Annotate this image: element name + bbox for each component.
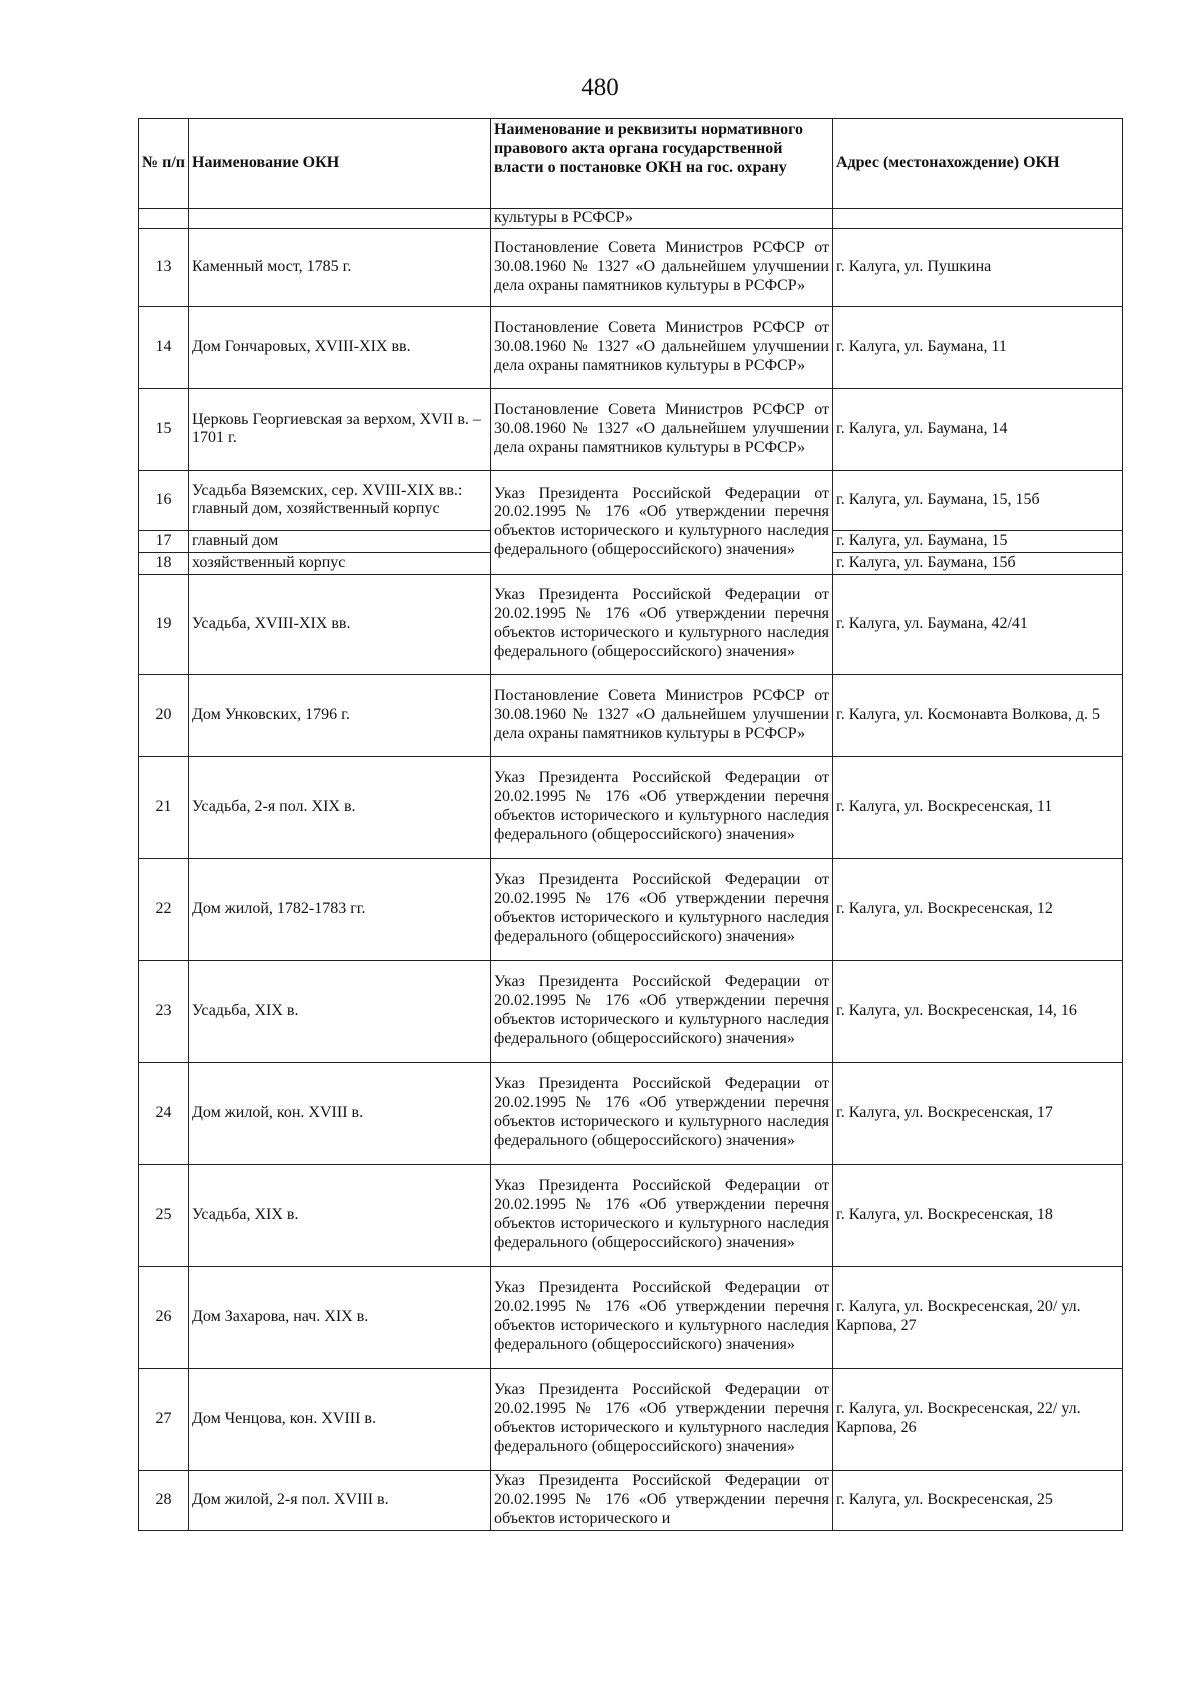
- table-row: [139, 858, 1123, 960]
- row-number: 16: [139, 470, 189, 530]
- object-address: г. Калуга, ул. Воскресенская, 22/ ул. Карпова, 26: [833, 1368, 1123, 1470]
- row-number: 26: [139, 1266, 189, 1368]
- row-number: 25: [139, 1164, 189, 1266]
- object-name: Усадьба Вяземских, сер. XVIII-XIX вв.: главный дом, хозяйственный корпус: [189, 470, 491, 530]
- legal-act: Указ Президента Российской Федерации от 20.02.1995 № 176 «Об утверждении перечня объектов исторического и культурного наследия федерального (общероссийского) значения»: [491, 1368, 833, 1470]
- object-address: г. Калуга, ул. Баумана, 14: [833, 388, 1123, 470]
- row-number: 23: [139, 960, 189, 1062]
- object-name: Дом жилой, кон. XVIII в.: [189, 1062, 491, 1164]
- row-number: 15: [139, 388, 189, 470]
- table-row: [139, 574, 1123, 674]
- object-address: г. Калуга, ул. Баумана, 11: [833, 306, 1123, 388]
- legal-act: Указ Президента Российской Федерации от 20.02.1995 № 176 «Об утверждении перечня объектов исторического и культурного наследия федерального (общероссийского) значения»: [491, 960, 833, 1062]
- row-number: 24: [139, 1062, 189, 1164]
- row-number: 18: [139, 552, 189, 574]
- object-name: Дом жилой, 2-я пол. XVIII в.: [189, 1470, 491, 1530]
- legal-act: Указ Президента Российской Федерации от 20.02.1995 № 176 «Об утверждении перечня объектов исторического и культурного наследия федерального (общероссийского) значения»: [491, 1062, 833, 1164]
- legal-act: Постановление Совета Министров РСФСР от 30.08.1960 № 1327 «О дальнейшем улучшении дела охраны памятников культуры в РСФСР»: [491, 388, 833, 470]
- okn-table-body: [139, 119, 1123, 1531]
- table-row: [139, 228, 1123, 306]
- table-row: [139, 1368, 1123, 1470]
- header-num: № п/п: [139, 119, 189, 209]
- row-number: 13: [139, 228, 189, 306]
- table-row: [139, 960, 1123, 1062]
- row-number: 19: [139, 574, 189, 674]
- legal-act: Указ Президента Российской Федерации от 20.02.1995 № 176 «Об утверждении перечня объектов исторического и культурного наследия федерального (общероссийского) значения»: [491, 470, 833, 574]
- page-number: 480: [581, 74, 619, 101]
- object-address: г. Калуга, ул. Воскресенская, 18: [833, 1164, 1123, 1266]
- object-address: г. Калуга, ул. Воскресенская, 12: [833, 858, 1123, 960]
- row-number: 20: [139, 674, 189, 756]
- table-row: [139, 1470, 1123, 1530]
- object-name: Дом Унковских, 1796 г.: [189, 674, 491, 756]
- object-address: г. Калуга, ул. Воскресенская, 25: [833, 1470, 1123, 1530]
- row-number: 22: [139, 858, 189, 960]
- table-row: [139, 388, 1123, 470]
- row-number: 28: [139, 1470, 189, 1530]
- table-row: [139, 306, 1123, 388]
- object-address: г. Калуга, ул. Баумана, 15: [833, 530, 1123, 552]
- header-act: Наименование и реквизиты нормативного правового акта органа государственной власти о постановке ОКН на гос. охрану: [491, 119, 833, 209]
- object-address: г. Калуга, ул. Космонавта Волкова, д. 5: [833, 674, 1123, 756]
- object-address: г. Калуга, ул. Воскресенская, 14, 16: [833, 960, 1123, 1062]
- continuation-act-cell: культуры в РСФСР»: [491, 209, 833, 229]
- header-name: Наименование ОКН: [189, 119, 491, 209]
- object-name: Усадьба, XIX в.: [189, 960, 491, 1062]
- object-name: Каменный мост, 1785 г.: [189, 228, 491, 306]
- object-address: г. Калуга, ул. Воскресенская, 11: [833, 756, 1123, 858]
- row-number: 21: [139, 756, 189, 858]
- object-name: Дом Захарова, нач. XIX в.: [189, 1266, 491, 1368]
- object-address: г. Калуга, ул. Воскресенская, 20/ ул. Карпова, 27: [833, 1266, 1123, 1368]
- legal-act: Указ Президента Российской Федерации от 20.02.1995 № 176 «Об утверждении перечня объектов исторического и культурного наследия федерального (общероссийского) значения»: [491, 1164, 833, 1266]
- object-address: г. Калуга, ул. Баумана, 15, 15б: [833, 470, 1123, 530]
- continuation-row: [139, 209, 1123, 229]
- object-name: Дом жилой, 1782-1783 гг.: [189, 858, 491, 960]
- row-number: 14: [139, 306, 189, 388]
- legal-act: Указ Президента Российской Федерации от 20.02.1995 № 176 «Об утверждении перечня объектов исторического и культурного наследия федерального (общероссийского) значения»: [491, 756, 833, 858]
- table-row: [139, 470, 1123, 530]
- object-address: г. Калуга, ул. Воскресенская, 17: [833, 1062, 1123, 1164]
- object-name: Дом Гончаровых, XVIII-XIX вв.: [189, 306, 491, 388]
- legal-act: Постановление Совета Министров РСФСР от 30.08.1960 № 1327 «О дальнейшем улучшении дела охраны памятников культуры в РСФСР»: [491, 306, 833, 388]
- object-name: Усадьба, XIX в.: [189, 1164, 491, 1266]
- object-name: Усадьба, 2-я пол. XIX в.: [189, 756, 491, 858]
- object-name: Дом Ченцова, кон. XVIII в.: [189, 1368, 491, 1470]
- legal-act: Указ Президента Российской Федерации от 20.02.1995 № 176 «Об утверждении перечня объектов исторического и: [491, 1470, 833, 1530]
- object-name: хозяйственный корпус: [189, 552, 491, 574]
- okn-table: [138, 118, 1123, 1531]
- legal-act: Указ Президента Российской Федерации от 20.02.1995 № 176 «Об утверждении перечня объектов исторического и культурного наследия федерального (общероссийского) значения»: [491, 1266, 833, 1368]
- object-name: Церковь Георгиевская за верхом, XVII в. – 1701 г.: [189, 388, 491, 470]
- continuation-name-cell: [189, 209, 491, 229]
- object-address: г. Калуга, ул. Баумана, 15б: [833, 552, 1123, 574]
- object-name: Усадьба, XVIII-XIX вв.: [189, 574, 491, 674]
- row-number: 27: [139, 1368, 189, 1470]
- legal-act: Указ Президента Российской Федерации от 20.02.1995 № 176 «Об утверждении перечня объектов исторического и культурного наследия федерального (общероссийского) значения»: [491, 858, 833, 960]
- continuation-address-cell: [833, 209, 1123, 229]
- object-address: г. Калуга, ул. Пушкина: [833, 228, 1123, 306]
- legal-act: Указ Президента Российской Федерации от 20.02.1995 № 176 «Об утверждении перечня объектов исторического и культурного наследия федерального (общероссийского) значения»: [491, 574, 833, 674]
- table-row: [139, 1266, 1123, 1368]
- table-row: [139, 756, 1123, 858]
- table-row: [139, 674, 1123, 756]
- table-row: [139, 1164, 1123, 1266]
- legal-act: Постановление Совета Министров РСФСР от 30.08.1960 № 1327 «О дальнейшем улучшении дела охраны памятников культуры в РСФСР»: [491, 674, 833, 756]
- continuation-num-cell: [139, 209, 189, 229]
- legal-act: Постановление Совета Министров РСФСР от 30.08.1960 № 1327 «О дальнейшем улучшении дела охраны памятников культуры в РСФСР»: [491, 228, 833, 306]
- object-name: главный дом: [189, 530, 491, 552]
- table-row: [139, 1062, 1123, 1164]
- header-address: Адрес (местонахождение) ОКН: [833, 119, 1123, 209]
- object-address: г. Калуга, ул. Баумана, 42/41: [833, 574, 1123, 674]
- row-number: 17: [139, 530, 189, 552]
- table-header-row: [139, 119, 1123, 209]
